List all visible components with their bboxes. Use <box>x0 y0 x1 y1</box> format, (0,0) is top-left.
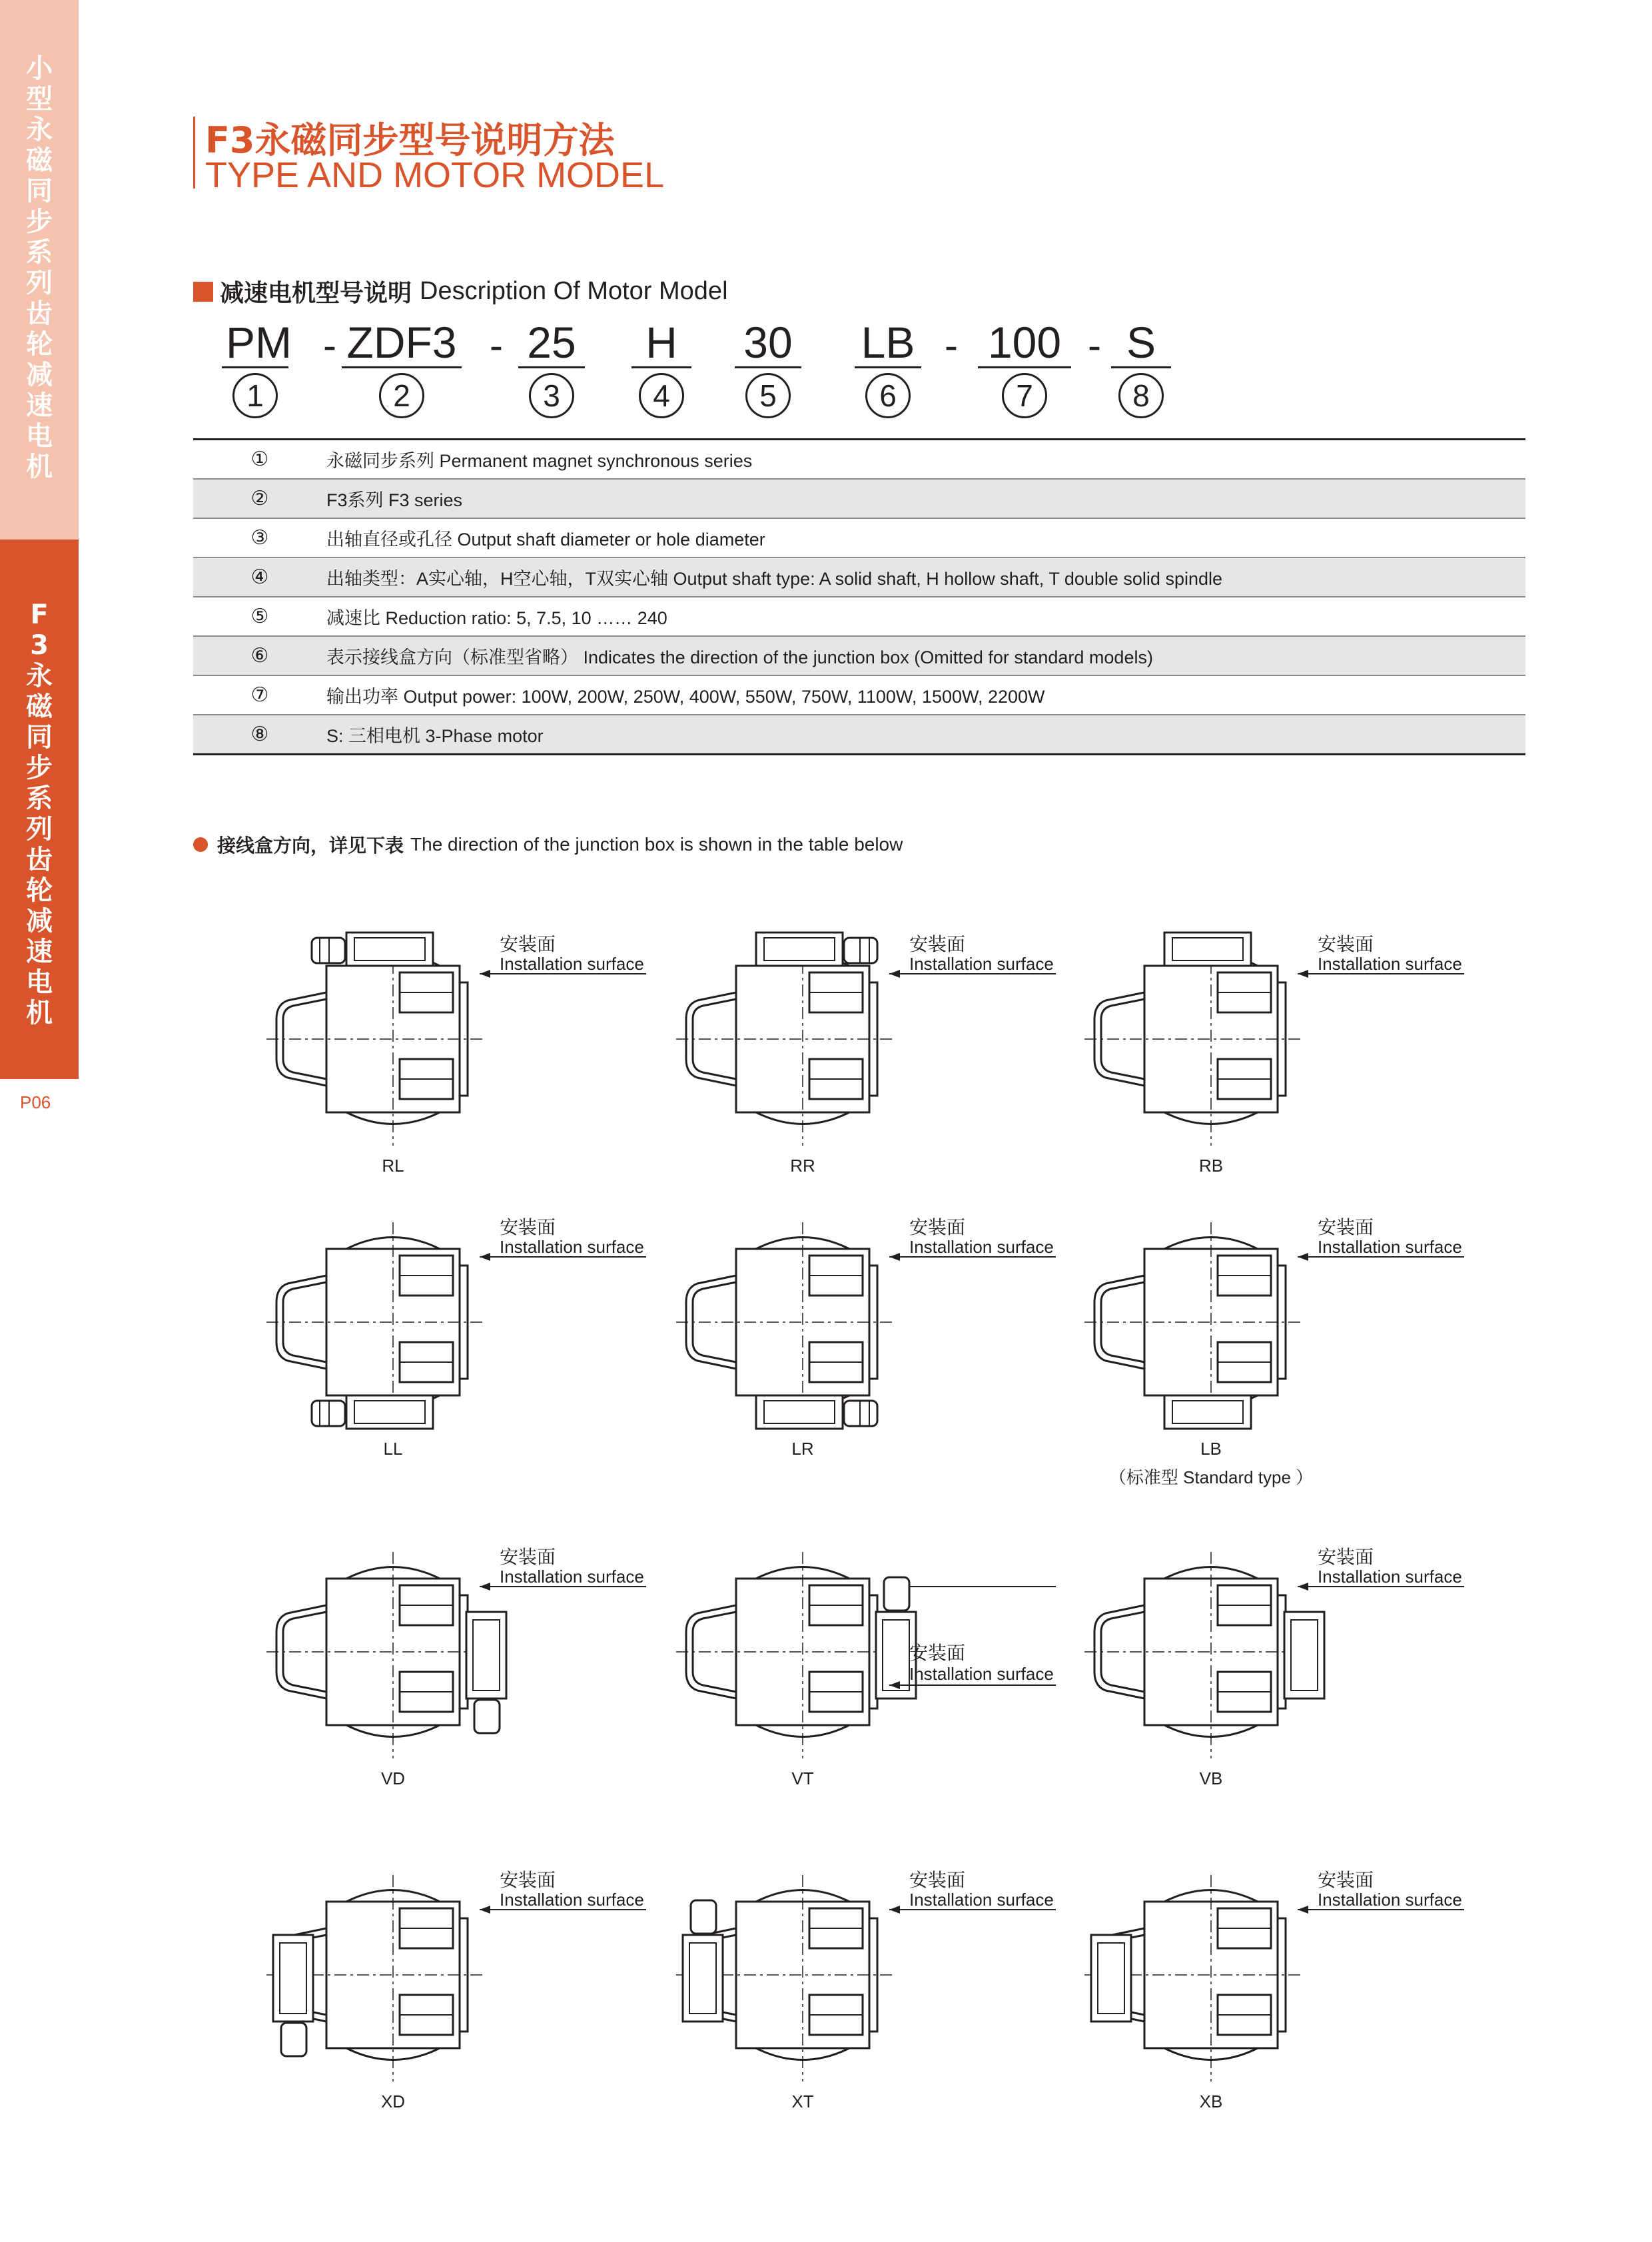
table-row-description: 出轴类型：A实心轴，H空心轴，T双实心轴 Output shaft type: A solid shaft, H hollow shaft, T double solid spindle <box>326 569 1223 589</box>
installation-surface-label-en: Installation surface <box>1318 1567 1462 1587</box>
table-row <box>193 676 1525 715</box>
junction-diagram-rr <box>676 926 1089 1206</box>
model-code-part-text: ZDF3 <box>342 318 462 368</box>
table-row <box>193 715 1525 753</box>
sidebar-bottom-text: F 3 永 磁 同 步 系 列 齿 轮 减 速 电 机 <box>26 599 53 1028</box>
model-code-part <box>342 318 462 368</box>
model-code-part-text: PM <box>222 318 288 368</box>
installation-surface-label-en: Installation surface <box>909 954 1054 974</box>
diagram-sub-label: （标准型 Standard type ） <box>1108 1467 1314 1487</box>
table-row-description: 输出功率 Output power: 100W, 200W, 250W, 400W, 550W, 750W, 1100W, 1500W, 2200W <box>326 687 1045 707</box>
installation-surface-label-en: Installation surface <box>1318 1890 1462 1910</box>
diagram-code-label: LR <box>791 1439 814 1459</box>
table-row-number: ⑤ <box>250 605 269 627</box>
section-square-icon <box>193 282 213 302</box>
diagram-code-label: XD <box>380 2091 406 2111</box>
model-code-number: 6 <box>865 373 911 418</box>
table-row <box>193 519 1525 558</box>
model-code-part <box>735 318 801 368</box>
section-title-cn: 减速电机型号说明 <box>220 280 412 307</box>
junction-diagram-xd <box>266 1862 679 2141</box>
installation-surface-label-en: Installation surface <box>500 1567 644 1587</box>
installation-surface-label-en: Installation surface <box>909 1890 1054 1910</box>
installation-surface-label-cn: 安装面 <box>1318 1216 1374 1238</box>
installation-surface-label-cn: 安装面 <box>909 1216 966 1238</box>
installation-surface-label-en: Installation surface <box>1318 954 1462 974</box>
diagram-code-label: RR <box>790 1156 815 1176</box>
junction-diagram-rl <box>266 926 679 1206</box>
spec-table <box>193 438 1525 755</box>
diagram-code-label: VT <box>791 1768 814 1788</box>
model-code-separator: - <box>490 323 503 368</box>
sidebar-top-text: 小 型 永 磁 同 步 系 列 齿 轮 减 速 电 机 <box>26 53 53 482</box>
junction-note-cn: 接线盒方向，详见下表 <box>217 835 404 857</box>
model-code-part-text: 100 <box>978 318 1071 368</box>
model-code-part-text: 25 <box>518 318 585 368</box>
table-row-number: ④ <box>250 566 269 588</box>
table-row <box>193 597 1525 637</box>
page-number: P06 <box>20 1092 51 1112</box>
model-code-part <box>1111 318 1171 368</box>
installation-surface-label-en: Installation surface <box>500 1237 644 1257</box>
diagram-code-label: VB <box>1199 1768 1223 1788</box>
junction-diagram-lr <box>676 1209 1089 1489</box>
junction-diagram-rb <box>1084 926 1497 1206</box>
installation-surface-label-cn: 安装面 <box>1318 1546 1374 1568</box>
junction-note <box>193 831 903 858</box>
model-code-part <box>518 318 585 368</box>
installation-surface-label-cn: 安装面 <box>500 1546 556 1568</box>
model-code-number: 5 <box>745 373 791 418</box>
table-row-description: S: 三相电机 3-Phase motor <box>326 726 544 746</box>
bullet-dot-icon <box>193 837 208 852</box>
diagram-code-label: RL <box>382 1156 404 1176</box>
model-code-number: 3 <box>529 373 574 418</box>
junction-diagram-xt <box>676 1862 1089 2141</box>
page-title-en: TYPE AND MOTOR MODEL <box>205 155 665 195</box>
model-code-number: 8 <box>1118 373 1164 418</box>
installation-surface-label-cn: 安装面 <box>500 1869 556 1891</box>
table-row <box>193 637 1525 676</box>
installation-surface-label-en: Installation surface <box>500 954 644 974</box>
model-code-part-text: LB <box>855 318 921 368</box>
installation-surface-label-en: Installation surface <box>500 1890 644 1910</box>
installation-surface-label-cn: 安装面 <box>909 933 966 955</box>
diagram-code-label: LB <box>1200 1439 1222 1459</box>
model-code-separator: - <box>323 323 336 368</box>
table-row <box>193 480 1525 519</box>
model-code-part-text: S <box>1111 318 1171 368</box>
table-row-number: ⑧ <box>250 723 269 745</box>
table-row <box>193 558 1525 597</box>
junction-diagram-xb <box>1084 1862 1497 2141</box>
junction-diagram-lb <box>1084 1209 1497 1489</box>
installation-surface-label-cn: 安装面 <box>909 1869 966 1891</box>
junction-note-en: The direction of the junction box is shown in the table below <box>410 834 903 855</box>
installation-surface-label-en: Installation surface <box>909 1237 1054 1257</box>
table-row-number: ② <box>250 488 269 510</box>
diagram-code-label: LL <box>383 1439 403 1459</box>
installation-surface-label-cn: 安装面 <box>909 1642 966 1664</box>
table-row-number: ⑦ <box>250 684 269 706</box>
title-accent-bar <box>193 117 195 188</box>
diagram-code-label: XB <box>1199 2091 1223 2111</box>
model-code-part <box>855 318 921 368</box>
installation-surface-label-cn: 安装面 <box>1318 1869 1374 1891</box>
diagram-code-label: XT <box>791 2091 814 2111</box>
junction-diagram-vt <box>676 1539 1089 1818</box>
page-title-cn: F3永磁同步型号说明方法 <box>205 119 615 161</box>
installation-surface-label-cn: 安装面 <box>500 1216 556 1238</box>
table-row-number: ① <box>250 448 269 470</box>
model-code-separator: - <box>1088 323 1101 368</box>
table-row-description: 减速比 Reduction ratio: 5, 7.5, 10 …… 240 <box>326 608 667 628</box>
model-code-part <box>631 318 691 368</box>
table-row-description: 出轴直径或孔径 Output shaft diameter or hole diameter <box>326 530 765 550</box>
installation-surface-label-cn: 安装面 <box>500 933 556 955</box>
table-row-number: ⑥ <box>250 645 269 667</box>
table-row-description: 表示接线盒方向（标准型省略） Indicates the direction of the junction box (Omitted for standard models) <box>326 647 1153 667</box>
model-code-part-text: H <box>631 318 691 368</box>
junction-diagram-vb <box>1084 1539 1497 1818</box>
model-code-part-text: 30 <box>735 318 801 368</box>
table-row <box>193 440 1525 480</box>
installation-surface-label-en: Installation surface <box>1318 1237 1462 1257</box>
model-code-number: 7 <box>1002 373 1047 418</box>
model-code-part <box>222 318 292 368</box>
table-row-number: ③ <box>250 527 269 549</box>
junction-diagram-ll <box>266 1209 679 1489</box>
diagram-code-label: RB <box>1198 1156 1224 1176</box>
section-heading <box>193 274 728 308</box>
model-code-part <box>978 318 1071 368</box>
installation-surface-label-cn: 安装面 <box>1318 933 1374 955</box>
model-code-number: 1 <box>232 373 278 418</box>
model-code-separator: - <box>945 323 958 368</box>
table-row-description: 永磁同步系列 Permanent magnet synchronous series <box>326 451 753 471</box>
diagram-code-label: VD <box>380 1768 406 1788</box>
model-code-number: 4 <box>639 373 684 418</box>
junction-diagram-vd <box>266 1539 679 1818</box>
section-title-en: Description Of Motor Model <box>420 277 728 305</box>
model-code-number: 2 <box>379 373 424 418</box>
installation-surface-label-en: Installation surface <box>909 1664 1054 1684</box>
table-row-description: F3系列 F3 series <box>326 490 463 510</box>
